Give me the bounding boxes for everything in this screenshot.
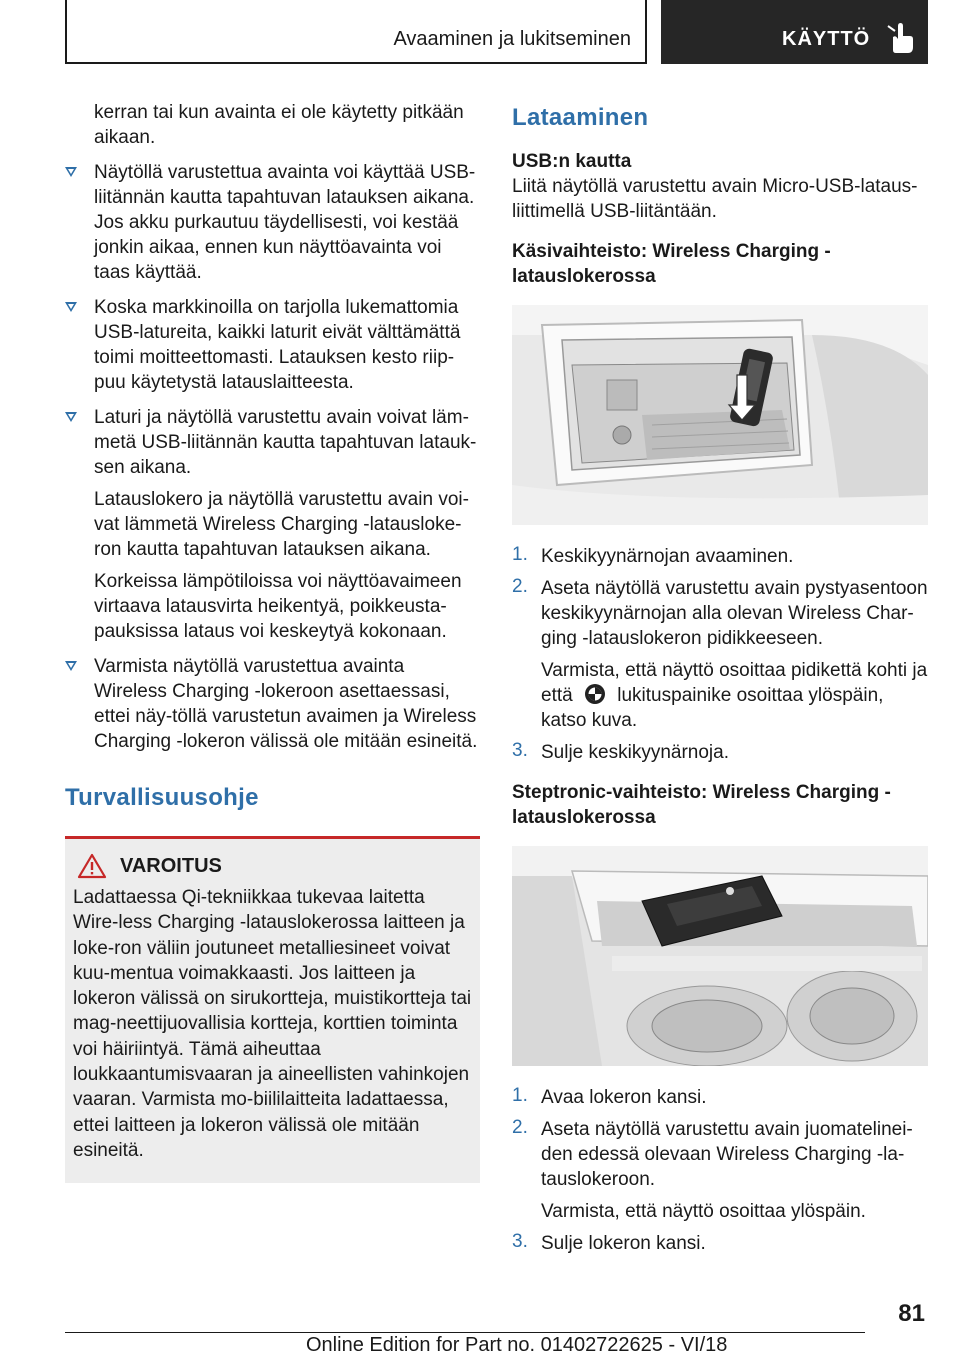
chapter-title: KÄYTTÖ [782,28,871,50]
warning-triangle-icon [77,853,107,879]
warning-box [65,836,480,1183]
right-column [512,100,928,1256]
footer-divider [65,1332,865,1333]
console-charging-illustration [512,846,928,1066]
usb-heading: USB:n kautta [512,151,632,172]
list-item: Laturi ja näytöllä varustettu avain voivat läm-metä USB-liitännän kautta tapahtuvan latauk-sen aikana. [65,405,480,480]
step-item: 1. Avaa lokeron kansi. [512,1085,707,1108]
list-item: Näytöllä varustettua avainta voi käyttää USB-liitännän kautta tapahtuvan latauksen aikana. Jos akku purkautuu täydellisesti, voi kestää jonkin aikaa, ennen kun näyttöavainta voi taas käyttää. [65,160,480,285]
bullet-triangle-icon [65,661,77,671]
page-number: 81 [898,1300,925,1327]
chapter-tab [661,0,928,64]
edition-note: Online Edition for Part no. 01402722625 - VI/18 [306,1334,728,1356]
warning-title: VAROITUS [120,854,222,877]
bullet-triangle-icon [65,412,77,422]
list-item: Koska markkinoilla on tarjolla lukemattomia USB-latureita, kaikki laturit eivät välttämättä toimi moitteettomasti. Latauksen kesto riip-puu käytetystä latauslaitteesta. [65,295,480,395]
steptronic-heading: Steptronic-vaihteisto: Wireless Charging -latauslokerossa [512,782,891,828]
safety-heading: Turvallisuusohje [65,784,259,811]
step-item: 2. Aseta näytöllä varustettu avain juomatelinei-den edessä olevaan Wireless Charging -la-tauslokeroon. [512,1117,913,1190]
left-column [65,100,480,1183]
usb-text: Liitä näytöllä varustettu avain Micro-USB-lataus-liittimellä USB-liitäntään. [512,176,918,222]
continued-text: kerran tai kun avainta ei ole käytetty pitkään aikaan. [94,102,464,148]
step-note: Varmista, että näyttö osoittaa pidikettä kohti ja että lukituspainike osoittaa ylöspäin, katso kuva. [541,660,928,731]
paragraph: Latauslokero ja näytöllä varustettu avain voi-vat lämmetä Wireless Charging -latausloke-ron kautta tapahtuvan latauksen aikana. [94,489,469,560]
step-item: 3. Sulje keskikyynärnoja. [512,740,729,763]
list-item: Varmista näytöllä varustettua avainta Wireless Charging -lokeroon asettaessasi, ettei näy-töllä varustetun avaimen ja Wireless Charging -lokeron välissä ole mitään esineitä. [65,654,480,754]
step-item: 2. Aseta näytöllä varustettu avain pystyasentoon keskikyynärnojan alla olevan Wireless Char-ging -latauslokeron pidikkeeseen. [512,576,928,649]
bullet-triangle-icon [65,167,77,177]
warning-header [77,853,472,879]
pointing-hand-icon [883,20,919,56]
section-header-box [65,0,647,64]
paragraph: Korkeissa lämpötiloissa voi näyttöavaimeen virtaava latausvirta heikentyä, poikkeusta-pauksissa lataus voi keskeytyä kokonaan. [94,571,462,642]
bmw-logo-icon [584,683,606,705]
section-title: Avaaminen ja lukitseminen [393,28,631,50]
armrest-charging-illustration [512,305,928,525]
step-item: 1. Keskikyynärnojan avaaminen. [512,544,794,567]
page-header [65,0,928,64]
manual-heading: Käsivaihteisto: Wireless Charging -latauslokerossa [512,241,831,287]
warning-text: Ladattaessa Qi-tekniikkaa tukevaa laitetta Wire-less Charging -latauslokerossa laitteen ja loke-ron väliin joutuneet metalliesineet voivat kuu-mentua voimakkaasti. Jos laitteen ja lokeron välissä on sirukortteja, muistikortteja tai mag-neettijuovallisia kortteja, korttien toiminta voi häiriintyä. Tämä aiheuttaa loukkaantumisvaaran ja aineellisten vahinkojen vaaran. Varmista mo-biililaitteita ladattaessa, ettei laitteen ja lokeron välissä ole mitään esineitä. [73,887,472,1161]
bullet-triangle-icon [65,302,77,312]
step-item: 3. Sulje lokeron kansi. [512,1231,706,1254]
charging-heading: Lataaminen [512,104,649,131]
step-note: Varmista, että näyttö osoittaa ylöspäin. [541,1201,866,1222]
